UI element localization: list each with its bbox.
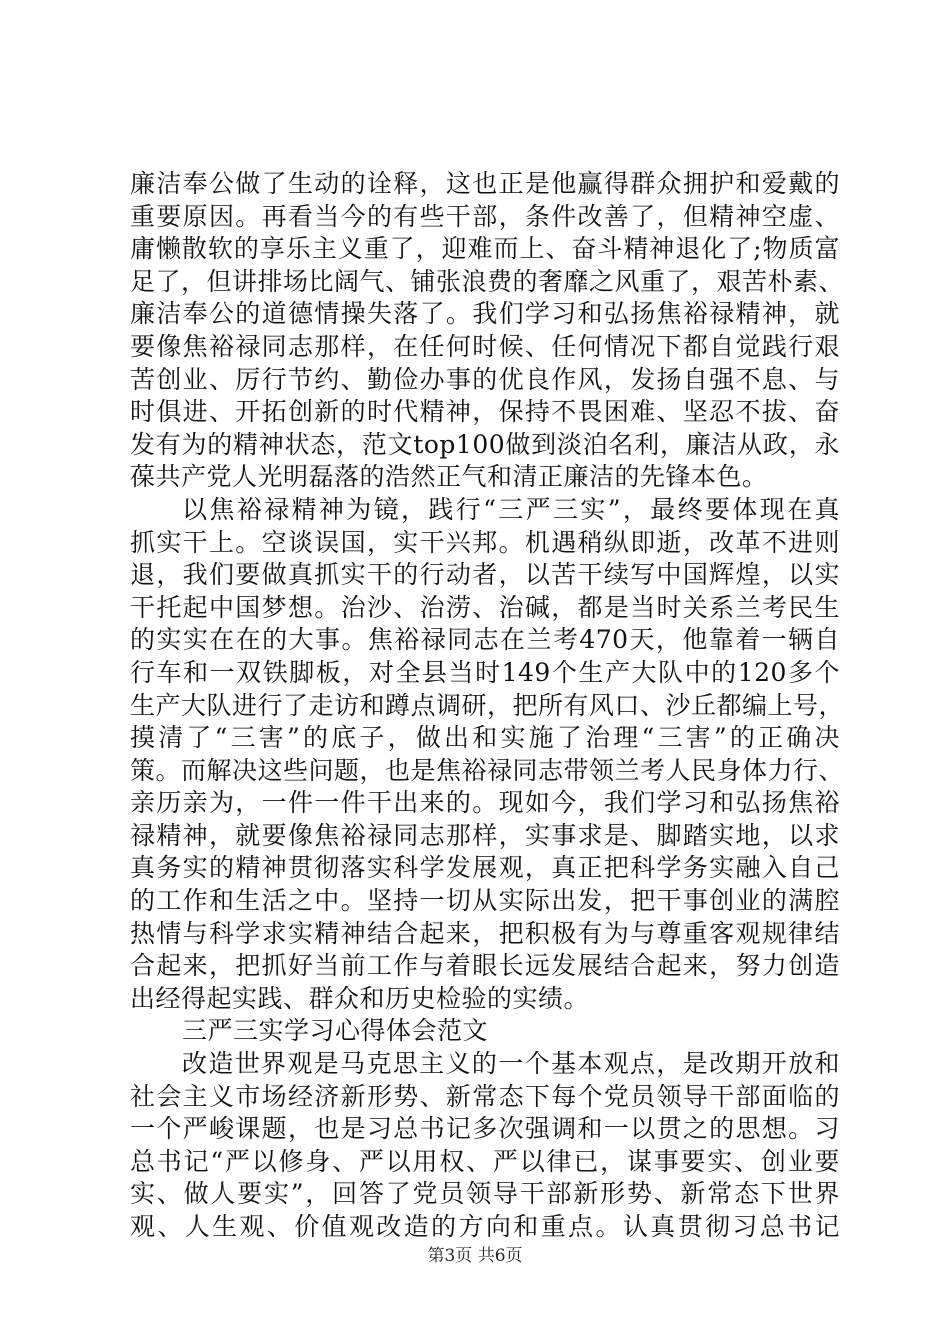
body-text xyxy=(130,168,845,1244)
text-line: 摸清了“三害”的底子，做出和实施了治理“三害”的正确决 xyxy=(130,723,840,753)
text-line: 合起来，把抓好当前工作与着眼长远发展结合起来，努力创造 xyxy=(130,951,840,981)
text-line: 实、做人要实”，回答了党员领导干部新形势、新常态下世界 xyxy=(130,1179,840,1209)
text-line: 的实实在在的大事。焦裕禄同志在兰考470天，他靠着一辆自 xyxy=(130,625,840,655)
section-heading: 三严三实学习心得体会范文 xyxy=(182,1016,489,1046)
text-line: 庸懒散软的享乐主义重了，迎难而上、奋斗精神退化了;物质富 xyxy=(130,234,840,264)
text-line: 以焦裕禄精神为镜，践行“三严三实”，最终要体现在真 xyxy=(182,494,840,524)
text-line: 社会主义市场经济新形势、新常态下每个党员领导干部面临的 xyxy=(130,1081,840,1111)
text-line: 要像焦裕禄同志那样，在任何时候、任何情况下都自觉践行艰 xyxy=(130,331,840,361)
text-line: 干托起中国梦想。治沙、治涝、治碱，都是当时关系兰考民生 xyxy=(130,592,840,622)
text-line: 的工作和生活之中。坚持一切从实际出发，把干事创业的满腔 xyxy=(130,886,840,916)
text-line: 改造世界观是马克思主义的一个基本观点，是改期开放和 xyxy=(182,1049,840,1079)
text-line: 苦创业、厉行节约、勤俭办事的优良作风，发扬自强不息、与 xyxy=(130,364,840,394)
text-line: 禄精神，就要像焦裕禄同志那样，实事求是、脚踏实地，以求 xyxy=(130,820,840,850)
text-line: 热情与科学求实精神结合起来，把积极有为与尊重客观规律结 xyxy=(130,918,840,948)
text-line: 生产大队进行了走访和蹲点调研，把所有风口、沙丘都编上号， xyxy=(130,690,845,720)
text-line: 真务实的精神贯彻落实科学发展观，真正把科学务实融入自己 xyxy=(130,853,840,883)
text-line: 策。而解决这些问题，也是焦裕禄同志带领兰考人民身体力行、 xyxy=(130,755,845,785)
text-line: 观、人生观、价值观改造的方向和重点。认真贯彻习总书记 xyxy=(130,1212,840,1241)
text-line: 发有为的精神状态，范文top100做到淡泊名利，廉洁从政，永 xyxy=(130,429,840,459)
text-line: 廉洁奉公做了生动的诠释，这也正是他赢得群众拥护和爱戴的 xyxy=(130,169,840,198)
text-line: 退，我们要做真抓实干的行动者，以苦干续写中国辉煌，以实 xyxy=(130,560,840,590)
text-line: 行车和一双铁脚板，对全县当时149个生产大队中的120多个 xyxy=(130,657,840,687)
text-line: 抓实干上。空谈误国，实干兴邦。机遇稍纵即逝，改革不进则 xyxy=(130,527,840,557)
text-line: 葆共产党人光明磊落的浩然正气和清正廉洁的先锋本色。 xyxy=(130,462,768,492)
text-line: 足了，但讲排场比阔气、铺张浪费的奢靡之风重了，艰苦朴素、 xyxy=(130,266,845,296)
text-line: 总书记“严以修身、严以用权、严以律已，谋事要实、创业要 xyxy=(130,1146,840,1176)
text-line: 出经得起实践、群众和历史检验的实绩。 xyxy=(130,983,590,1013)
text-line: 重要原因。再看当今的有些干部，条件改善了，但精神空虚、 xyxy=(130,201,840,231)
text-line: 亲历亲为，一件一件干出来的。现如今，我们学习和弘扬焦裕 xyxy=(130,788,840,818)
text-line: 一个严峻课题，也是习总书记多次强调和一以贯之的思想。习 xyxy=(130,1114,840,1144)
text-line: 时俱进、开拓创新的时代精神，保持不畏困难、坚忍不拔、奋 xyxy=(130,397,840,427)
page-number-footer: 第3页 共6页 xyxy=(427,1246,523,1266)
text-line: 廉洁奉公的道德情操失落了。我们学习和弘扬焦裕禄精神，就 xyxy=(130,299,840,329)
